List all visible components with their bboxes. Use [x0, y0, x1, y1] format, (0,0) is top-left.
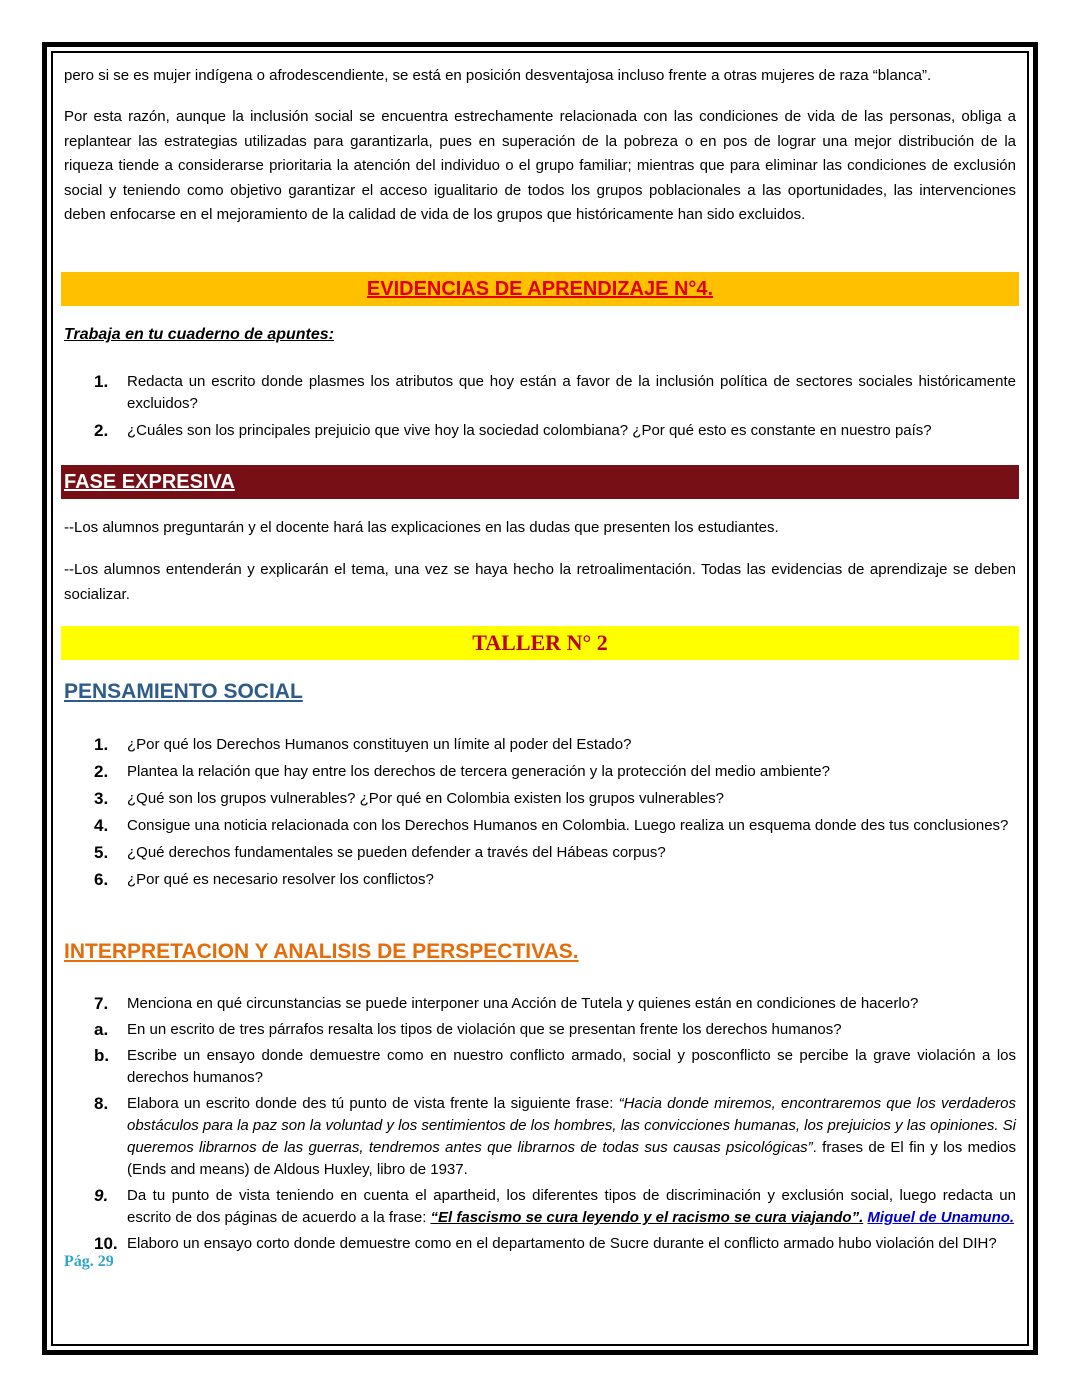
intro-paragraph-1: pero si se es mujer indígena o afrodescendiente, se está en posición desventajosa incluso frente a otras mujeres de raza “blanca”. [64, 67, 932, 84]
item-text: Escribe un ensayo donde demuestre como en nuestro conflicto armado, social y posconflicto se percibe la grave violación a los derechos humanos? [127, 1047, 1016, 1086]
item-text: En un escrito de tres párrafos resalta los tipos de violación que se presentan frente los derechos humanos? [127, 1021, 842, 1038]
interpretacion-heading: INTERPRETACION Y ANALISIS DE PERSPECTIVAS. [64, 940, 579, 963]
item-number: 5. [94, 843, 109, 862]
list-item [94, 1093, 1016, 1181]
evidencias-title: EVIDENCIAS DE APRENDIZAJE N°4. [366, 278, 714, 300]
item-text: Redacta un escrito donde plasmes los atributos que hoy están a favor de la inclusión política de sectores sociales históricamente excluidos? [127, 373, 1016, 412]
fase-expresiva-title: FASE EXPRESIVA [64, 471, 235, 493]
item-letter: b. [94, 1046, 110, 1065]
unamuno-quote: “El fascismo se cura leyendo y el racismo se cura viajando”. [430, 1209, 864, 1226]
list-item [94, 993, 1016, 1015]
list-item [94, 734, 1016, 756]
item-text-lead: Elabora un escrito donde des tú punto de vista frente la siguiente frase: [127, 1095, 619, 1112]
list-item [94, 1233, 1016, 1255]
item-text: ¿Qué derechos fundamentales se pueden defender a través del Hábeas corpus? [127, 844, 666, 861]
author-link[interactable]: Miguel de Unamuno. [867, 1209, 1015, 1226]
item-number: 1. [94, 735, 109, 754]
item-text: Menciona en qué circunstancias se puede interponer una Acción de Tutela y quienes están en condiciones de hacerlo? [127, 995, 919, 1012]
list-item [94, 869, 1016, 891]
taller-banner [61, 626, 1019, 660]
list-item [94, 371, 1016, 415]
page-number: Pág. 29 [64, 1253, 114, 1270]
fase-expresiva-banner [61, 465, 1019, 499]
huxley-quote: “Hacia donde miremos, encontraremos que los verdaderos obstáculos para la paz son la voluntad y los sentimientos de los hombres, las convicciones humanas, los prejuicios y las opiniones. Si queremos librarnos de las guerras, tendremos antes que librarnos de todas sus causas psicológicas” [127, 1095, 1016, 1156]
item-number: 1. [94, 372, 109, 391]
item-number: 2. [94, 421, 109, 440]
list-item [94, 815, 1016, 837]
interpretacion-list [94, 993, 1016, 1259]
item-text: ¿Qué son los grupos vulnerables? ¿Por qué en Colombia existen los grupos vulnerables? [127, 790, 725, 807]
evidencias-subtitle: Trabaja en tu cuaderno de apuntes: [64, 326, 334, 343]
item-number: 8. [94, 1094, 109, 1113]
fase-paragraph-1: --Los alumnos preguntarán y el docente hará las explicaciones en las dudas que presenten los estudiantes. [64, 519, 779, 536]
list-item [94, 1019, 1016, 1041]
item-letter: a. [94, 1020, 109, 1039]
list-item [94, 1185, 1016, 1229]
fase-paragraph-2: --Los alumnos entenderán y explicarán el tema, una vez se haya hecho la retroalimentación. Todas las evidencias de aprendizaje se deben socializar. [64, 561, 1016, 603]
item-number: 7. [94, 994, 109, 1013]
pensamiento-social-heading: PENSAMIENTO SOCIAL [64, 680, 303, 703]
item-text: Consigue una noticia relacionada con los Derechos Humanos en Colombia. Luego realiza un esquema donde des tus conclusiones? [127, 817, 1009, 834]
item-number: 4. [94, 816, 109, 835]
item-number: 10. [94, 1234, 118, 1253]
evidencias-banner [61, 272, 1019, 306]
item-text-tail: . frases de El fin y los medios (Ends and means) de Aldous Huxley, libro de 1937. [127, 1139, 1016, 1178]
item-text: Plantea la relación que hay entre los derechos de tercera generación y la protección del medio ambiente? [127, 763, 830, 780]
taller-title: TALLER N° 2 [472, 630, 608, 655]
item-text: ¿Por qué es necesario resolver los conflictos? [127, 871, 434, 888]
list-item [94, 842, 1016, 864]
pensamiento-list [94, 734, 1016, 896]
item-number: 9. [94, 1186, 109, 1205]
item-text: Elaboro un ensayo corto donde demuestre como en el departamento de Sucre durante el conflicto armado hubo violación del DIH? [127, 1235, 997, 1252]
item-text: ¿Por qué los Derechos Humanos constituyen un límite al poder del Estado? [127, 736, 632, 753]
list-item [94, 1045, 1016, 1089]
item-number: 3. [94, 789, 109, 808]
item-number: 6. [94, 870, 109, 889]
item-text: ¿Cuáles son los principales prejuicio que vive hoy la sociedad colombiana? ¿Por qué esto es constante en nuestro país? [127, 422, 932, 439]
list-item [94, 761, 1016, 783]
item-number: 2. [94, 762, 109, 781]
intro-paragraph-2: Por esta razón, aunque la inclusión social se encuentra estrechamente relacionada con las condiciones de vida de las personas, obliga a replantear las estrategias utilizadas para garantizarla, pues en superación de la pobreza o en pos de lograr una mejor distribución de la riqueza tiende a considerarse prioritaria la atención del individuo o el grupo familiar; mientras que para eliminar las condiciones de exclusión social y teniendo como objetivo garantizar el acceso igualitario de todos los grupos poblacionales a las oportunidades, las intervenciones deben enfocarse en el mejoramiento de la calidad de vida de los grupos que históricamente han sido excluidos. [64, 108, 1016, 223]
list-item [94, 420, 1016, 442]
list-item [94, 788, 1016, 810]
evidencias-list [94, 371, 1016, 447]
item-text-lead: Da tu punto de vista teniendo en cuenta el apartheid, los diferentes tipos de discriminación y exclusión social, luego redacta un escrito de dos páginas de acuerdo a la frase: [127, 1187, 1016, 1226]
